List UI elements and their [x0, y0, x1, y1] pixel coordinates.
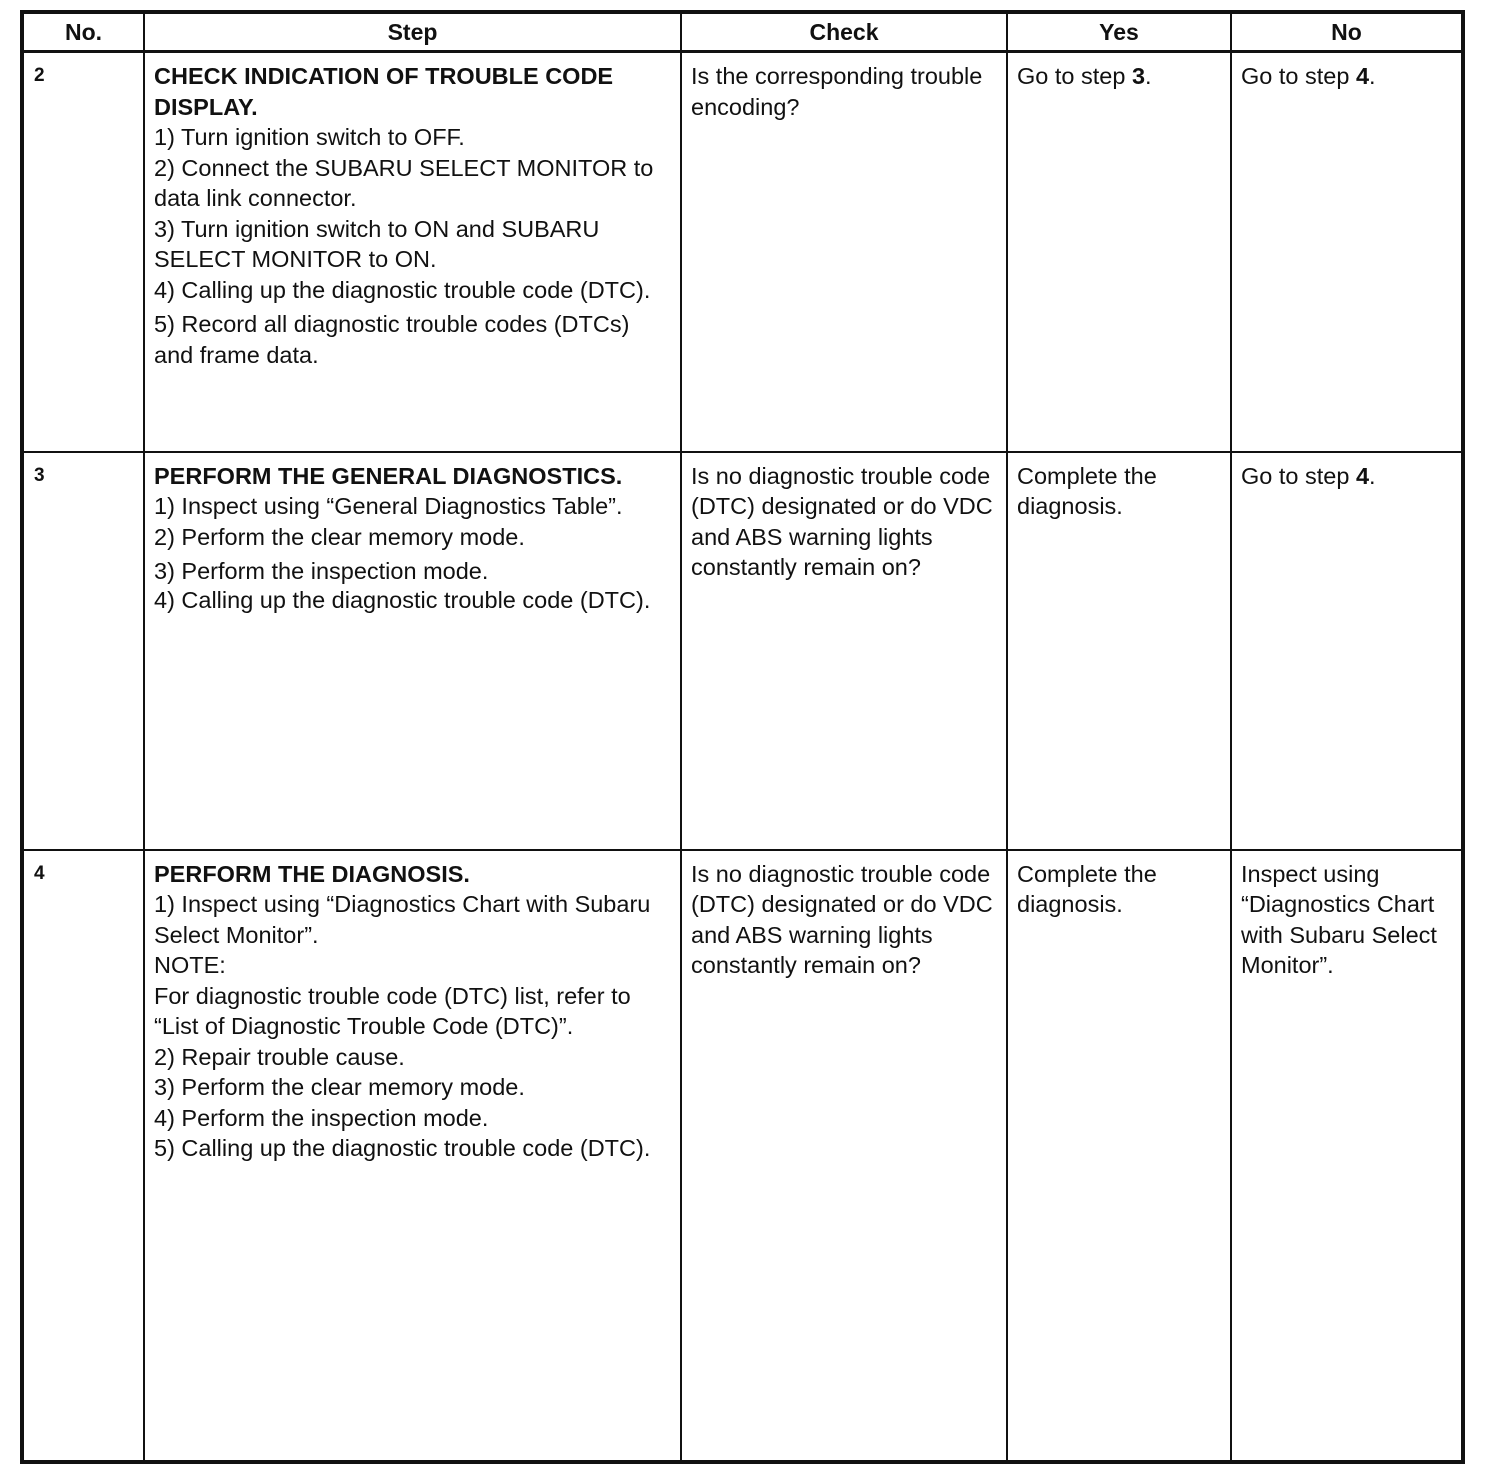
no-prefix: Go to step — [1241, 63, 1356, 89]
step-cell — [144, 52, 681, 452]
no-suffix: . — [1369, 63, 1376, 89]
yes-cell: Complete the diagnosis. — [1007, 850, 1231, 1462]
no-cell: Inspect using “Diagnostics Chart with Subaru Select Monitor”. — [1231, 850, 1463, 1462]
no-suffix: . — [1369, 462, 1376, 489]
header-yes: Yes — [1007, 12, 1231, 52]
step-line: 5) Calling up the diagnostic trouble code (DTC). — [154, 1135, 651, 1161]
step-number: 2 — [22, 52, 144, 452]
header-step: Step — [144, 12, 681, 52]
step-title: CHECK INDICATION OF TROUBLE CODE DISPLAY. — [154, 63, 614, 120]
check-cell: Is the corresponding trouble encoding? — [681, 52, 1007, 452]
step-line: 3) Perform the clear memory mode. — [154, 1074, 525, 1100]
check-cell: Is no diagnostic trouble code (DTC) designated or do VDC and ABS warning lights constantly remain on? — [681, 850, 1007, 1462]
table-row — [22, 850, 1463, 1462]
yes-cell: Complete the diagnosis. — [1007, 452, 1231, 850]
yes-step-ref: 3 — [1131, 63, 1146, 89]
step-line: 1) Turn ignition switch to OFF. — [154, 124, 465, 150]
no-prefix: Go to step — [1241, 462, 1356, 489]
step-line: NOTE: — [154, 952, 226, 978]
yes-prefix: Go to step — [1017, 63, 1132, 89]
step-number: 3 — [22, 452, 144, 850]
table-row — [22, 52, 1463, 452]
step-line: 2) Connect the SUBARU SELECT MONITOR to data link connector. — [154, 154, 654, 211]
step-line: 2) Perform the clear memory mode. — [154, 523, 525, 550]
step-line: 2) Repair trouble cause. — [154, 1043, 405, 1070]
step-line: 3) Turn ignition switch to ON and SUBARU SELECT MONITOR to ON. — [154, 215, 600, 272]
step-line: 4) Calling up the diagnostic trouble code (DTC). — [154, 586, 651, 613]
no-step-ref: 4 — [1355, 63, 1370, 89]
step-line: 3) Perform the inspection mode. — [154, 558, 489, 584]
step-title: PERFORM THE DIAGNOSIS. — [154, 860, 470, 887]
yes-cell — [1007, 52, 1231, 452]
table-row — [22, 452, 1463, 850]
step-number: 4 — [22, 850, 144, 1462]
diagnostic-steps-table — [20, 10, 1465, 1464]
check-cell: Is no diagnostic trouble code (DTC) designated or do VDC and ABS warning lights constantly remain on? — [681, 452, 1007, 850]
step-line: 1) Inspect using “General Diagnostics Table”. — [154, 493, 623, 519]
no-step-ref: 4 — [1355, 462, 1370, 489]
step-cell — [144, 850, 681, 1462]
header-no-result: No — [1231, 12, 1463, 52]
header-check: Check — [681, 12, 1007, 52]
no-cell — [1231, 452, 1463, 850]
step-cell — [144, 452, 681, 850]
step-line: 5) Record all diagnostic trouble codes (DTCs) and frame data. — [154, 311, 630, 368]
header-no: No. — [22, 12, 144, 52]
yes-suffix: . — [1145, 63, 1152, 89]
step-line: 4) Perform the inspection mode. — [154, 1104, 489, 1131]
no-cell — [1231, 52, 1463, 452]
table-header-row — [22, 12, 1463, 52]
step-title: PERFORM THE GENERAL DIAGNOSTICS. — [154, 462, 623, 489]
step-line: 4) Calling up the diagnostic trouble code (DTC). — [154, 276, 651, 303]
step-line: For diagnostic trouble code (DTC) list, refer to “List of Diagnostic Trouble Code (DTC)”. — [154, 982, 631, 1039]
step-line: 1) Inspect using “Diagnostics Chart with Subaru Select Monitor”. — [154, 891, 651, 948]
